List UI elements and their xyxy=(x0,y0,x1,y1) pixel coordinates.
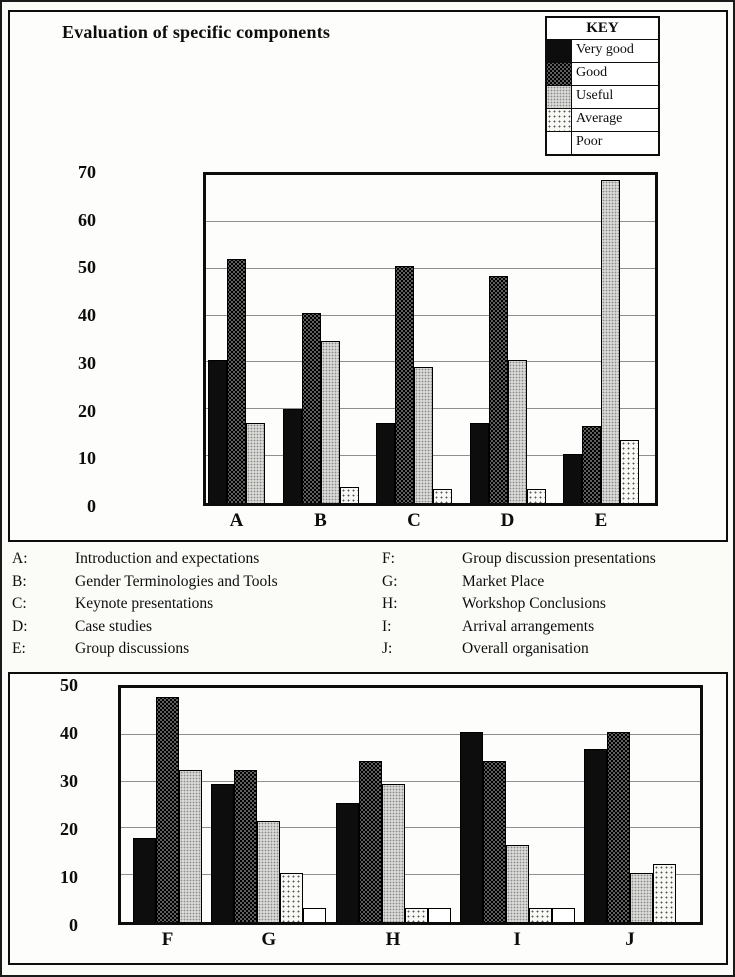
y-tick-label: 0 xyxy=(69,915,78,935)
chart-title: Evaluation of specific components xyxy=(62,22,331,42)
legend-row-b xyxy=(12,571,382,594)
bar-group-h xyxy=(336,688,451,950)
component-legend-left-column xyxy=(12,548,382,666)
y-tick-label: 70 xyxy=(78,162,96,182)
x-category-label: D xyxy=(500,510,515,531)
bar-e-useful xyxy=(601,180,620,503)
component-letter: F: xyxy=(382,550,395,567)
very-good-swatch-icon xyxy=(547,40,572,62)
legend-key-title: KEY xyxy=(586,20,619,36)
legend-row-f xyxy=(382,548,724,571)
y-tick-label: 40 xyxy=(60,723,78,743)
bar-h-very-good xyxy=(336,803,359,922)
bar-f-good xyxy=(156,697,179,922)
bar-g-good xyxy=(234,770,257,922)
legend-item-average xyxy=(547,108,658,131)
legend-label: Very good xyxy=(576,42,634,57)
bar-i-good xyxy=(483,761,506,922)
component-description: Market Place xyxy=(462,572,545,590)
legend-row-g xyxy=(382,571,724,594)
bar-group-g xyxy=(211,688,326,950)
component-letter: E: xyxy=(12,640,26,657)
bar-b-very-good xyxy=(283,409,302,503)
bar-j-very-good xyxy=(584,749,607,922)
bar-c-average xyxy=(433,489,452,503)
bar-d-good xyxy=(489,276,508,503)
bar-d-useful xyxy=(508,360,527,503)
bar-d-very-good xyxy=(470,423,489,503)
legend-row-i xyxy=(382,616,724,639)
bar-g-very-good xyxy=(211,784,234,922)
legend-row-a xyxy=(12,548,382,571)
component-description: Case studies xyxy=(75,617,153,635)
bar-group-e xyxy=(563,175,639,531)
component-letter: J: xyxy=(382,640,393,657)
component-letter: H: xyxy=(382,595,398,612)
bar-e-very-good xyxy=(563,454,582,503)
component-letter: B: xyxy=(12,572,27,590)
component-description: Gender Terminologies and Tools xyxy=(75,572,278,590)
component-description: Workshop Conclusions xyxy=(462,595,606,612)
legend-item-very-good xyxy=(547,39,658,62)
x-category-label: F xyxy=(161,929,174,950)
bar-group-c xyxy=(376,175,452,531)
component-letter: A: xyxy=(12,550,28,567)
y-tick-label: 30 xyxy=(78,352,96,373)
top-chart-panel xyxy=(8,10,728,542)
y-tick-label: 30 xyxy=(60,771,78,791)
bar-group-f xyxy=(133,688,202,950)
legend-item-good xyxy=(547,62,658,85)
x-category-label: J xyxy=(625,929,635,950)
bar-h-useful xyxy=(382,784,405,922)
bar-g-useful xyxy=(257,821,280,922)
component-letter: I: xyxy=(382,617,392,635)
bar-group-i xyxy=(460,688,575,950)
bar-j-good xyxy=(607,732,630,922)
bar-b-good xyxy=(302,313,321,503)
y-tick-label: 50 xyxy=(78,257,96,278)
legend-label: Average xyxy=(576,111,623,126)
x-category-label: G xyxy=(261,929,277,950)
legend-row-h xyxy=(382,593,724,616)
bottom-chart-panel xyxy=(8,672,728,965)
y-tick-label: 20 xyxy=(78,400,96,421)
y-tick-label: 20 xyxy=(60,819,78,839)
legend-row-e xyxy=(12,638,382,661)
x-category-label: H xyxy=(385,929,401,950)
bar-e-good xyxy=(582,426,601,503)
component-description: Keynote presentations xyxy=(75,595,214,612)
legend-row-c xyxy=(12,593,382,616)
useful-swatch-icon xyxy=(547,86,572,108)
bar-c-good xyxy=(395,266,414,503)
bar-h-good xyxy=(359,761,382,922)
bar-b-average xyxy=(340,487,359,503)
component-legend-right-column xyxy=(382,548,724,666)
component-description: Group discussions xyxy=(75,640,190,657)
bar-group-a xyxy=(208,175,265,531)
component-letter: D: xyxy=(12,617,28,635)
bar-a-very-good xyxy=(208,360,227,503)
bar-a-good xyxy=(227,259,246,503)
good-swatch-icon xyxy=(547,63,572,85)
component-letter: C: xyxy=(12,595,27,612)
poor-swatch-icon xyxy=(547,132,572,154)
x-category-label: A xyxy=(229,510,244,531)
bar-c-useful xyxy=(414,367,433,503)
legend-item-useful xyxy=(547,85,658,108)
bar-h-poor xyxy=(428,908,451,922)
legend-row-j xyxy=(382,638,724,661)
y-tick-label: 60 xyxy=(78,209,96,230)
x-category-label: I xyxy=(513,929,521,950)
component-description: Introduction and expectations xyxy=(75,550,260,567)
top-chart-plot-area xyxy=(203,172,658,531)
legend-label: Good xyxy=(576,65,608,80)
bar-b-useful xyxy=(321,341,340,503)
bar-i-average xyxy=(529,908,552,922)
bar-group-b xyxy=(283,175,359,531)
bar-g-poor xyxy=(303,908,326,922)
legend-label: Poor xyxy=(576,134,603,149)
bottom-chart-plot-area xyxy=(118,685,703,950)
x-category-label: C xyxy=(407,510,421,531)
component-letter: G: xyxy=(382,572,398,590)
legend-label: Useful xyxy=(576,88,614,103)
bar-i-poor xyxy=(552,908,575,922)
y-tick-label: 50 xyxy=(60,675,78,695)
bar-i-very-good xyxy=(460,732,483,922)
bar-e-average xyxy=(620,440,639,503)
component-description: Group discussion presentations xyxy=(462,550,656,567)
legend-row-d xyxy=(12,616,382,639)
bar-group-d xyxy=(470,175,546,531)
x-category-label: E xyxy=(594,510,608,531)
average-swatch-icon xyxy=(547,109,572,131)
legend-item-poor xyxy=(547,131,658,154)
y-tick-label: 0 xyxy=(87,496,96,516)
bar-c-very-good xyxy=(376,423,395,503)
y-tick-label: 10 xyxy=(78,448,96,469)
bar-h-average xyxy=(405,908,428,922)
bottom-chart-y-axis xyxy=(10,675,78,935)
y-tick-label: 40 xyxy=(78,305,96,326)
bar-j-useful xyxy=(630,873,653,922)
bar-a-useful xyxy=(246,423,265,503)
bar-i-useful xyxy=(506,845,529,922)
component-legend xyxy=(12,548,724,666)
bar-j-average xyxy=(653,864,676,923)
y-tick-label: 10 xyxy=(60,867,78,887)
top-chart-y-axis xyxy=(10,162,96,516)
bar-f-useful xyxy=(179,770,202,922)
bar-f-very-good xyxy=(133,838,156,922)
component-description: Overall organisation xyxy=(462,640,589,657)
bar-g-average xyxy=(280,873,303,922)
component-description: Arrival arrangements xyxy=(462,617,595,635)
bar-group-j xyxy=(584,688,676,950)
legend-key-box xyxy=(545,16,660,156)
x-category-label: B xyxy=(314,510,327,531)
bar-d-average xyxy=(527,489,546,503)
